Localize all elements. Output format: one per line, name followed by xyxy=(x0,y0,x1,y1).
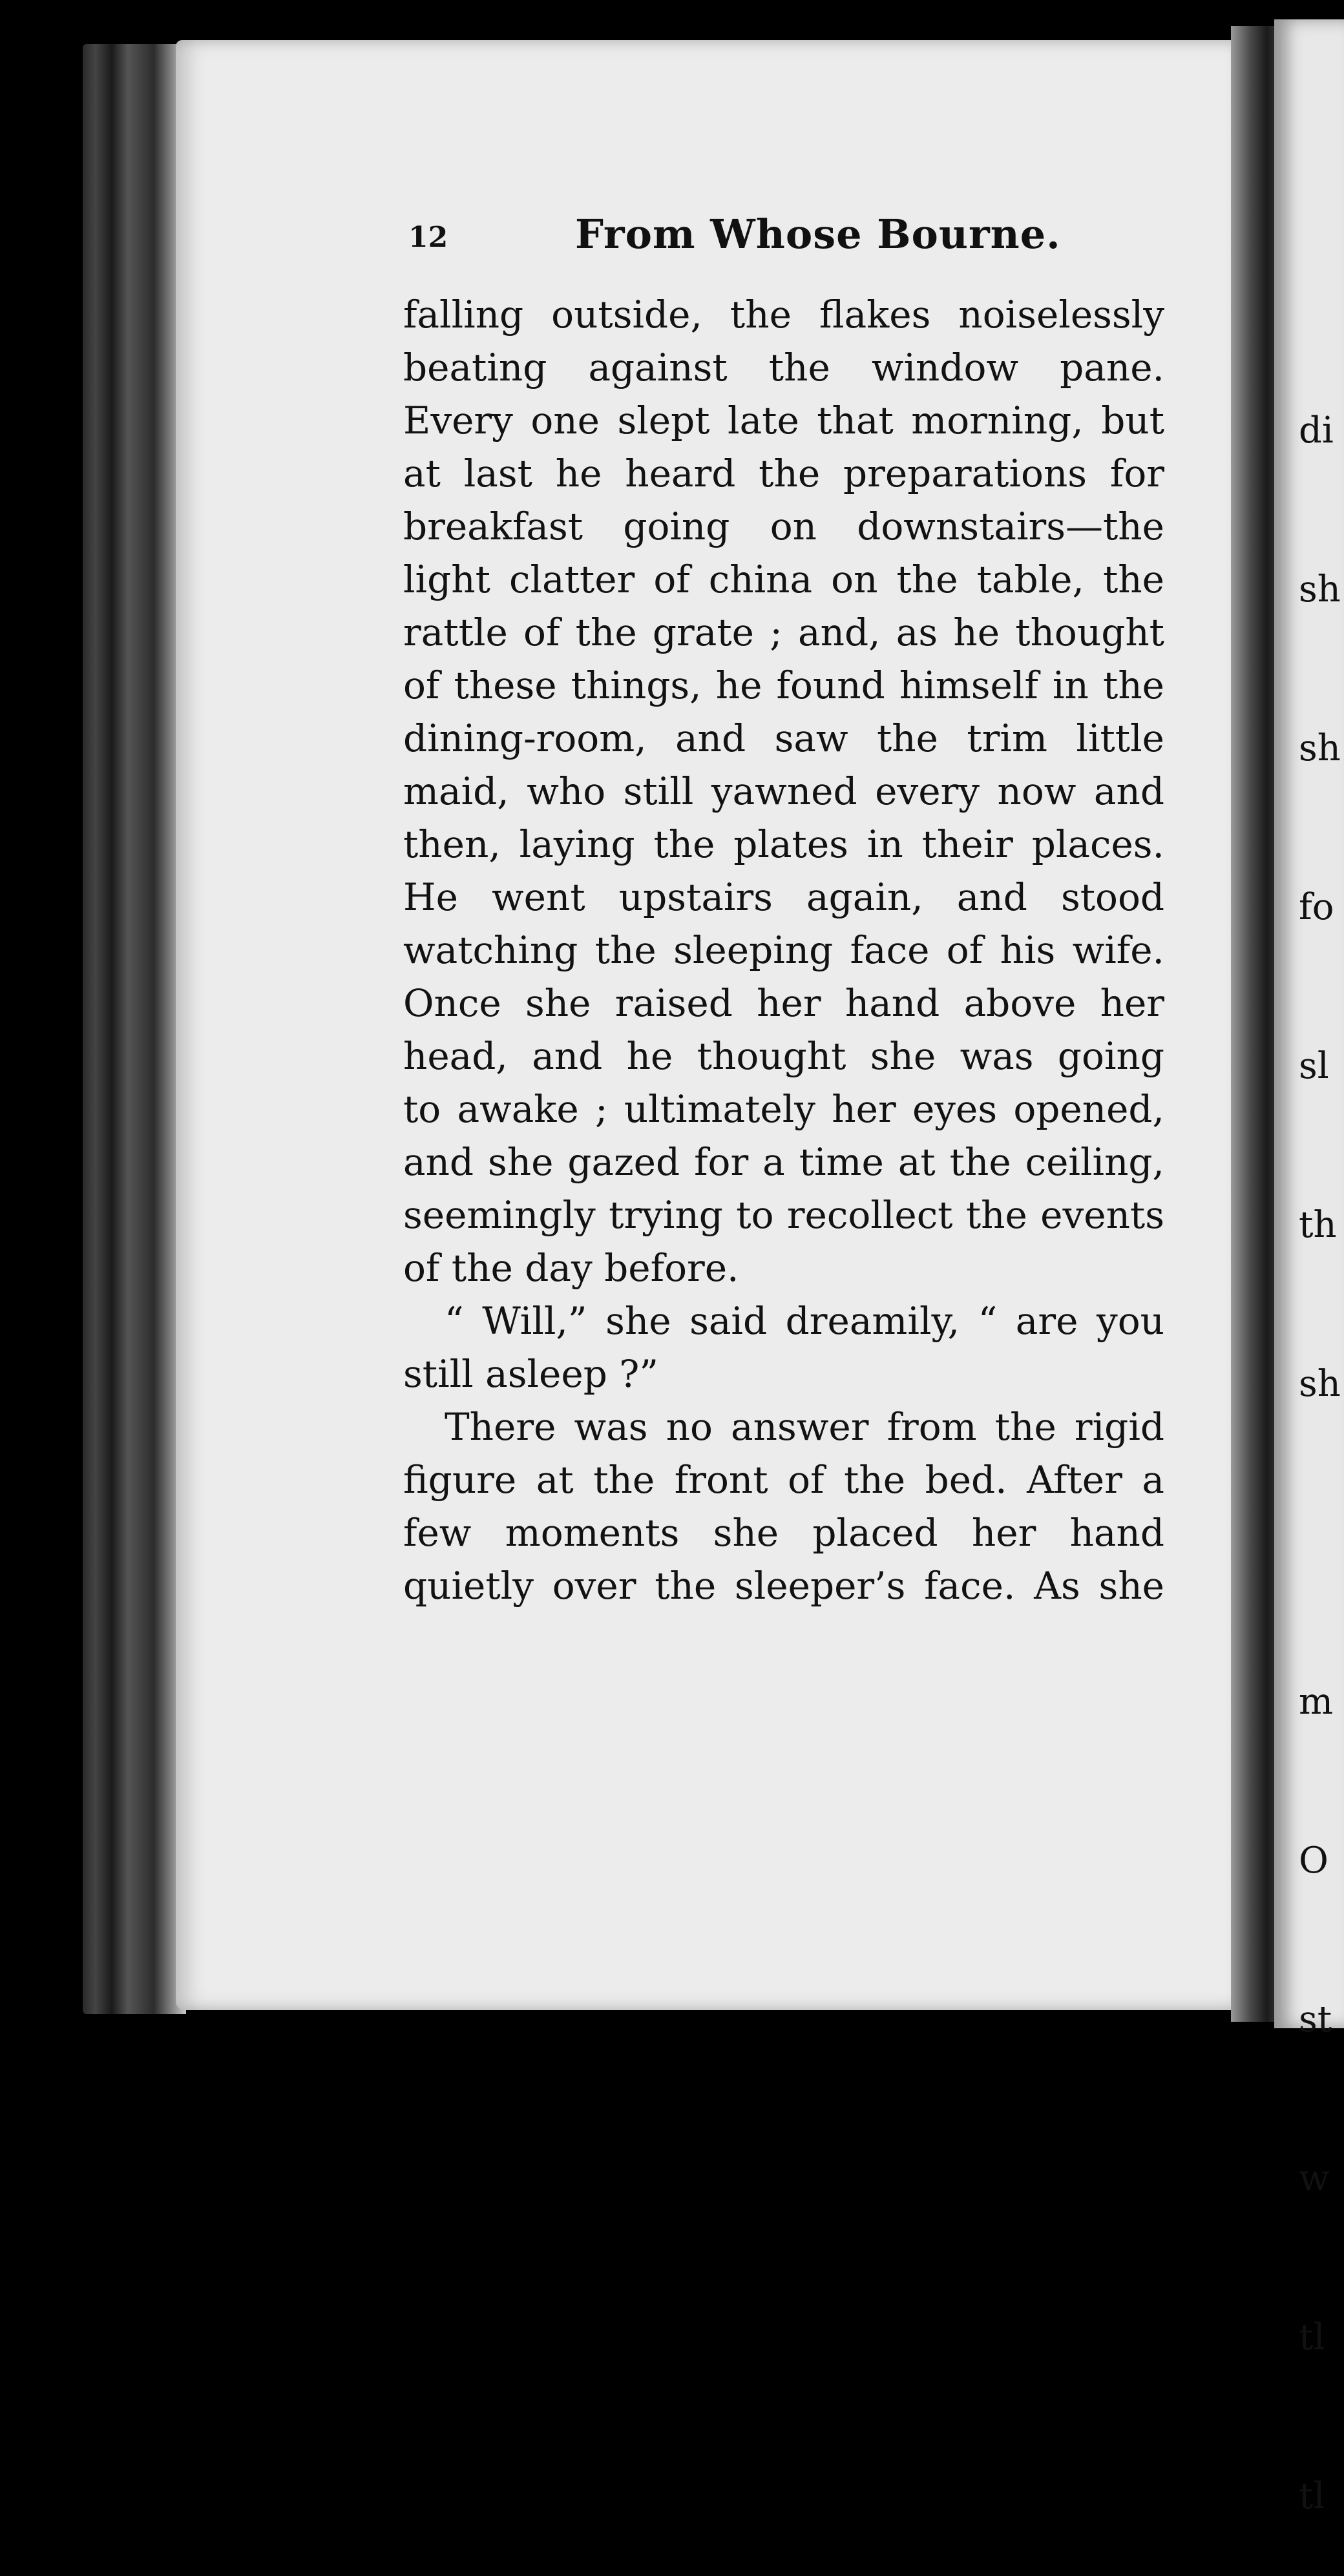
text-line: quietly over the sleeper’s face. As she xyxy=(403,1564,1164,1608)
next-page-fragment: st xyxy=(1299,1999,1332,2041)
next-page-fragment: fo xyxy=(1299,886,1334,928)
next-page-fragment: th xyxy=(1299,1204,1337,1246)
text-line: “ Will,” she said dreamily, “ are you xyxy=(445,1299,1164,1343)
next-page-fragment: m xyxy=(1299,1681,1334,1723)
next-page-fragment: w xyxy=(1299,2157,1330,2199)
next-page-fragment: O xyxy=(1299,1840,1328,1882)
text-line: few moments she placed her hand xyxy=(403,1511,1164,1555)
text-line: to awake ; ultimately her eyes opened, xyxy=(403,1087,1164,1131)
text-line: still asleep ?” xyxy=(403,1352,659,1396)
book-spine xyxy=(83,44,186,2014)
text-line: of the day before. xyxy=(403,1246,739,1290)
text-line: seemingly trying to recollect the events xyxy=(403,1193,1164,1237)
text-line: beating against the window pane. xyxy=(403,346,1164,390)
next-page-fragment: sh xyxy=(1299,1363,1341,1405)
next-page-fragment: di xyxy=(1299,410,1334,452)
next-page-text-fragments xyxy=(1299,298,1344,2576)
text-line: Every one slept late that morning, but xyxy=(403,399,1164,442)
text-line: falling outside, the flakes noiselessly xyxy=(403,293,1164,337)
text-line: figure at the front of the bed. After a xyxy=(403,1458,1164,1502)
next-page-fragment: tl xyxy=(1299,2316,1325,2358)
text-line: He went upstairs again, and stood xyxy=(403,875,1164,919)
text-line: light clatter of china on the table, the xyxy=(403,557,1164,601)
text-line: head, and he thought she was going xyxy=(403,1034,1164,1078)
running-title: From Whose Bourne. xyxy=(575,211,1061,258)
text-line: watching the sleeping face of his wife. xyxy=(403,928,1164,972)
text-line: then, laying the plates in their places. xyxy=(403,822,1164,866)
text-line: Once she raised her hand above her xyxy=(403,981,1164,1025)
text-line: breakfast going on downstairs—the xyxy=(403,504,1164,548)
next-page-fragment: sh xyxy=(1299,727,1341,769)
text-line: There was no answer from the rigid xyxy=(445,1405,1164,1449)
text-line: of these things, he found himself in the xyxy=(403,663,1164,707)
next-page-fragment: sl xyxy=(1299,1045,1329,1087)
text-line: maid, who still yawned every now and xyxy=(403,769,1164,813)
page-gutter-shadow xyxy=(1231,26,1276,2022)
text-line: dining-room, and saw the trim little xyxy=(403,716,1164,760)
text-line: and she gazed for a time at the ceiling, xyxy=(403,1140,1164,1184)
next-page-gap xyxy=(1299,1517,1344,1570)
text-line: rattle of the grate ; and, as he thought xyxy=(403,610,1164,654)
next-page-fragment: sh xyxy=(1299,568,1341,610)
page-number: 12 xyxy=(408,221,448,254)
text-line: at last he heard the preparations for xyxy=(403,452,1164,495)
body-text xyxy=(403,288,1164,1612)
next-page-fragment: tl xyxy=(1299,2475,1325,2517)
